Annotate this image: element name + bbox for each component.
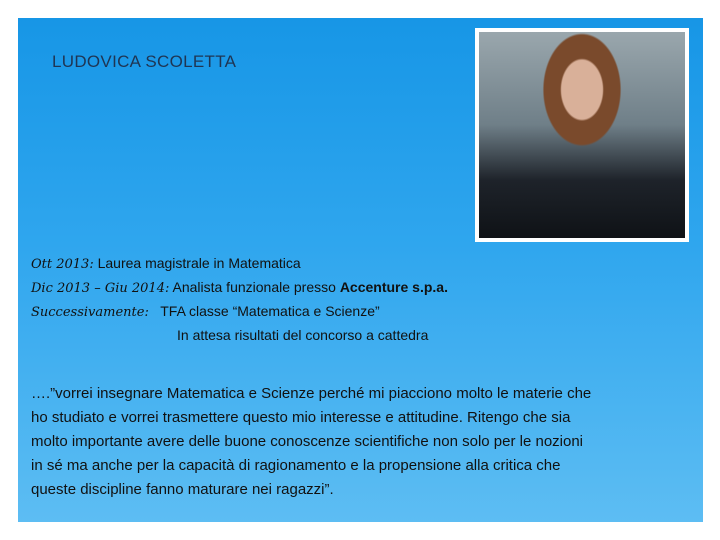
profile-photo [475,28,689,242]
quote-line: in sé ma anche per la capacità di ragionamento e la propensione alla critica che [31,457,561,474]
timeline-text: In attesa risultati del concorso a cattedra [177,327,429,343]
company-name: Accenture s.p.a. [339,279,448,295]
timeline-text: TFA classe “Matematica e Scienze” [148,303,380,319]
quote-line: queste discipline fanno maturare nei ragazzi”. [31,481,334,498]
timeline-row-2 [31,276,448,300]
timeline-text: Laurea magistrale in Matematica [93,255,301,271]
timeline-date: Dic 2013 – Giu 2014: [31,281,170,296]
quote-line: ho studiato e vorrei trasmettere questo mio interesse e attitudine. Ritengo che sia [31,409,571,426]
slide-title: LUDOVICA SCOLETTA [52,52,237,71]
profile-photo-image [479,32,685,238]
timeline-date: Successivamente: [31,305,149,320]
timeline-date: Ott 2013: [31,257,94,272]
quote [31,382,691,502]
quote-line: molto importante avere delle buone conoscenze scientifiche non solo per le nozioni [31,433,584,450]
timeline-row-1 [31,252,448,276]
quote-line: ….”vorrei insegnare Matematica e Scienze perché mi piacciono molto le materie che [31,385,592,402]
timeline-row-3 [31,300,448,324]
timeline [31,252,448,347]
timeline-row-4 [31,324,448,347]
timeline-text: Analista funzionale presso [169,279,340,295]
